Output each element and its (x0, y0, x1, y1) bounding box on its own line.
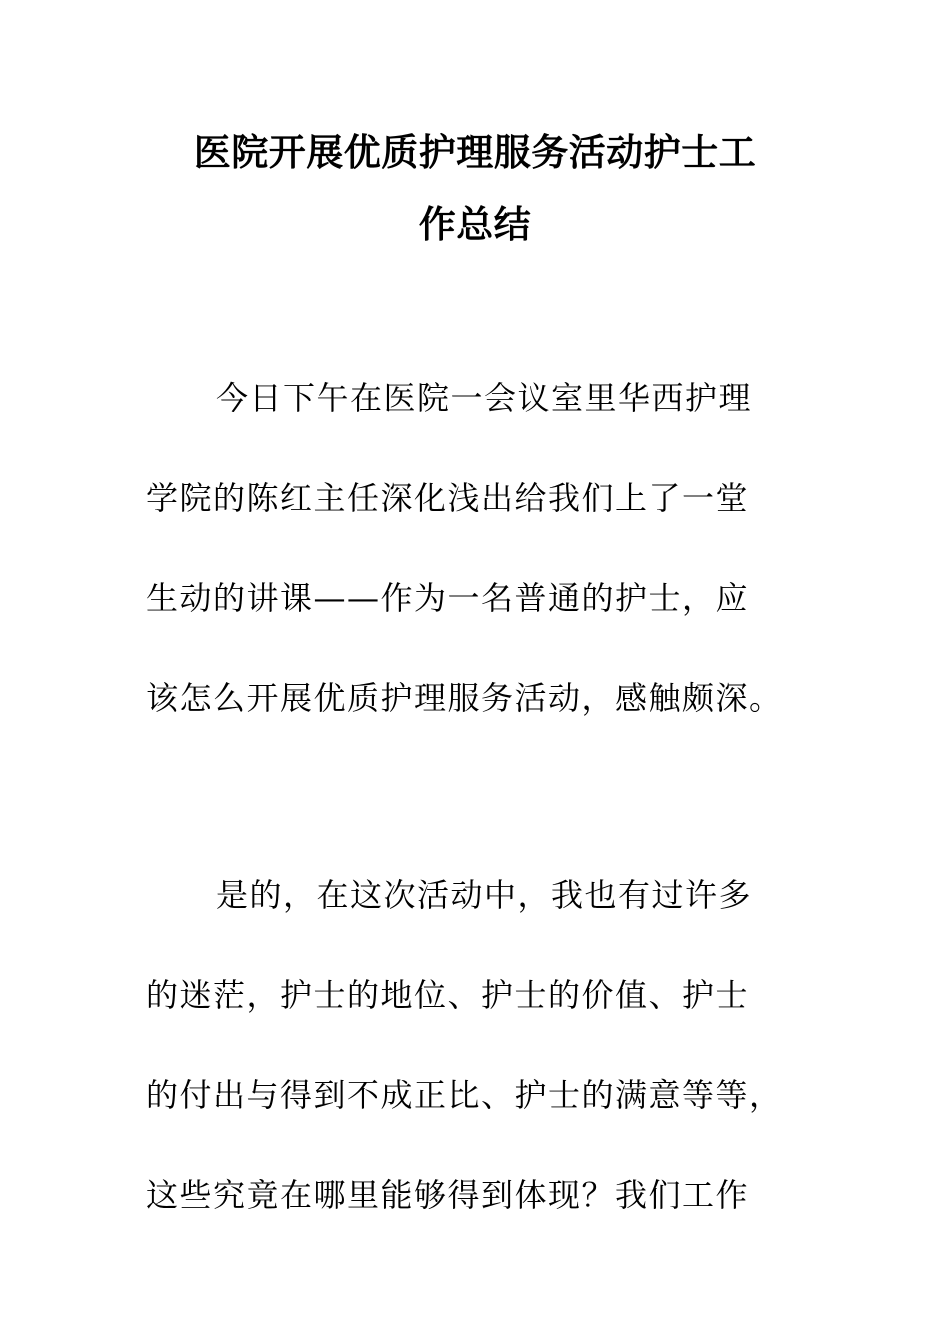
paragraph-2-line-2: 的迷茫，护士的地位、护士的价值、护士 (146, 976, 750, 1014)
document-title-line-1: 医院开展优质护理服务活动护士工 (193, 130, 757, 174)
paragraph-1-line-2: 学院的陈红主任深化浅出给我们上了一堂 (146, 479, 750, 517)
paragraph-1-line-1: 今日下午在医院一会议室里华西护理 (216, 379, 753, 417)
paragraph-2-line-1: 是的，在这次活动中，我也有过许多 (216, 876, 753, 914)
paragraph-2-line-3: 的付出与得到不成正比、护士的满意等等， (146, 1076, 783, 1114)
paragraph-2-line-4: 这些究竟在哪里能够得到体现？我们工作 (146, 1176, 750, 1214)
paragraph-1-line-4: 该怎么开展优质护理服务活动，感触颇深。 (146, 679, 783, 717)
paragraph-1-line-3: 生动的讲课——作为一名普通的护士，应 (146, 579, 750, 617)
document-title-line-2: 作总结 (418, 202, 532, 246)
